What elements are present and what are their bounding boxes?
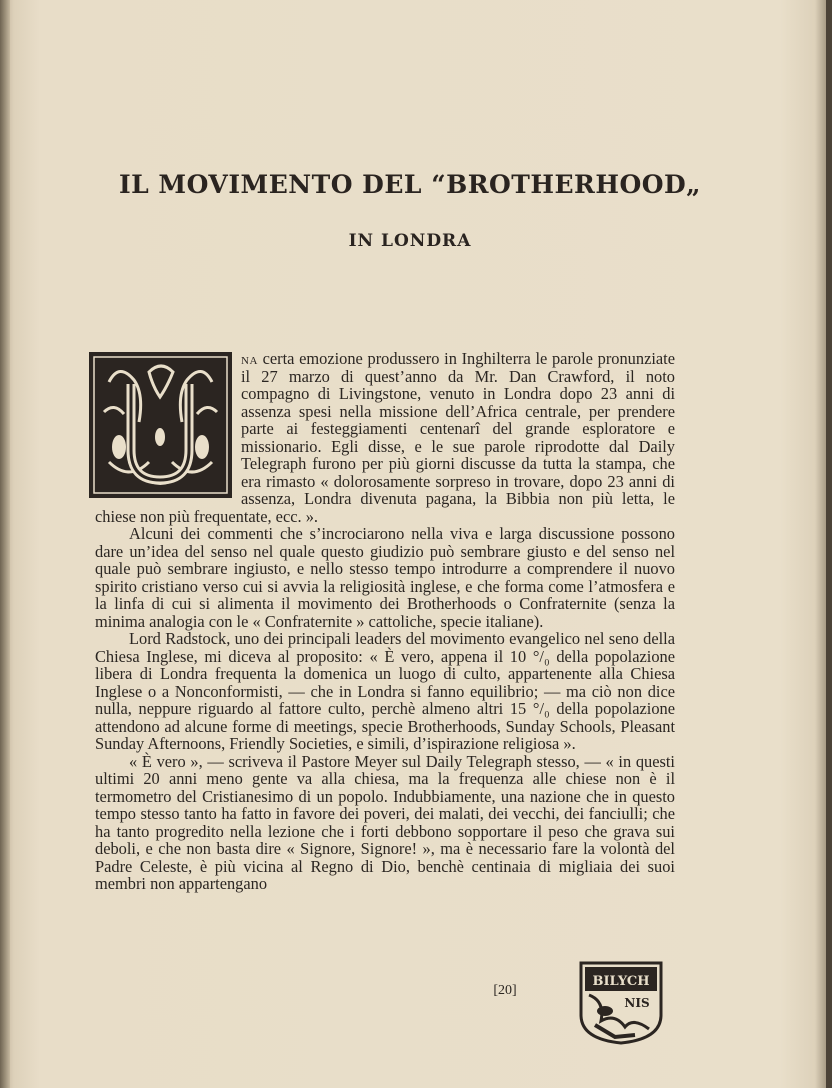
paragraph: Alcuni dei commenti che s’incrociarono nella viva e larga discussione possono dare un’idea del senso nel quale questo giudizio può sembrare giusto e del senso nel quale può sembrare ingiusto, e nello stesso tempo introdurre a comprendere il nuovo spirito cristiano verso cui si avvia la religiosità inglese, e che forma come l’atmosfera e la linfa di cui si alimenta il movimento dei Brotherhoods o Confraternite (senza la minima analogia con le « Confraternite » cattoliche, specie italiane). (95, 524, 675, 631)
paragraph-text: certa emozione produssero in Inghilterra le parole pronunziate il 27 marzo di quest’anno da Mr. Dan Crawford, il noto compagno di Livingstone, venuto in Londra dopo 23 anni di assenza spesi nella missione dell’Africa centrale, per prendere parte ai festeggiamenti centenarî del grande esploratore e missionario. Egli disse, e le sue parole riprodotte dal Daily Telegraph furono per più giorni discusse da tutta la stampa, che era rimasto « dolorosamente sorpreso in trovare, dopo 23 anni di assenza, Londra divenuta pagana, la Bibbia non più letta, le chiese non più frequentate, ecc. ». (95, 349, 675, 526)
initial-space (95, 350, 237, 500)
page-spine (0, 0, 10, 1088)
initial-continuation: na (241, 349, 258, 368)
article-body (95, 350, 675, 893)
paragraph (95, 350, 675, 525)
paragraph: « È vero », — scriveva il Pastore Meyer sul Daily Telegraph stesso, — « in questi ultimi 20 anni meno gente va alla chiesa, ma la frequenza alle chiese non è il termometro del Cristianesimo di un popolo. Indubbiamente, una nazione che in questo tempo stesso tanto ha fatto in favore dei poveri, dei malati, dei vecchi, dei fanciulli; che ha tanto progredito nella lezione che i forti debbono sopportare il peso che grava sui deboli, e che non basta dire « Signore, Signore! », ma è necessario fare la volontà del Padre Celeste, è più vicina al Regno di Dio, benchè centinaia di migliaia dei suoi membri non appartengano (95, 751, 675, 893)
page-subtitle: IN LONDRA (348, 231, 472, 251)
svg-text:NIS: NIS (624, 996, 650, 1010)
page-title: IL MOVIMENTO DEL “BROTHERHOOD„ (118, 170, 702, 199)
paragraph: Lord Radstock, uno dei principali leaders del movimento evangelico nel seno della Chiesa Inglese, mi diceva al proposito: « È vero, appena il 10 °/₀ della popolazione libera di Londra frequenta la domenica un luogo di culto, appartenente alla Chiesa Inglese o a Nonconformisti, — che in Londra si fanno equilibrio; — ma ciò non dice nulla, neppure riguardo al fattore culto, perchè almeno altri 15 °/₀ della popolazione attendono ad alcune forme di meetings, specie Brotherhoods, Sunday Schools, Pleasant Sunday Afternoons, Friendly Societies, e simili, d’ispirazione religiosa ». (95, 629, 675, 753)
page-edge (826, 0, 832, 1088)
svg-text:BILYCH: BILYCH (592, 974, 650, 989)
page-number: [20] (493, 983, 517, 998)
bilychnis-logo-icon (575, 955, 667, 1047)
